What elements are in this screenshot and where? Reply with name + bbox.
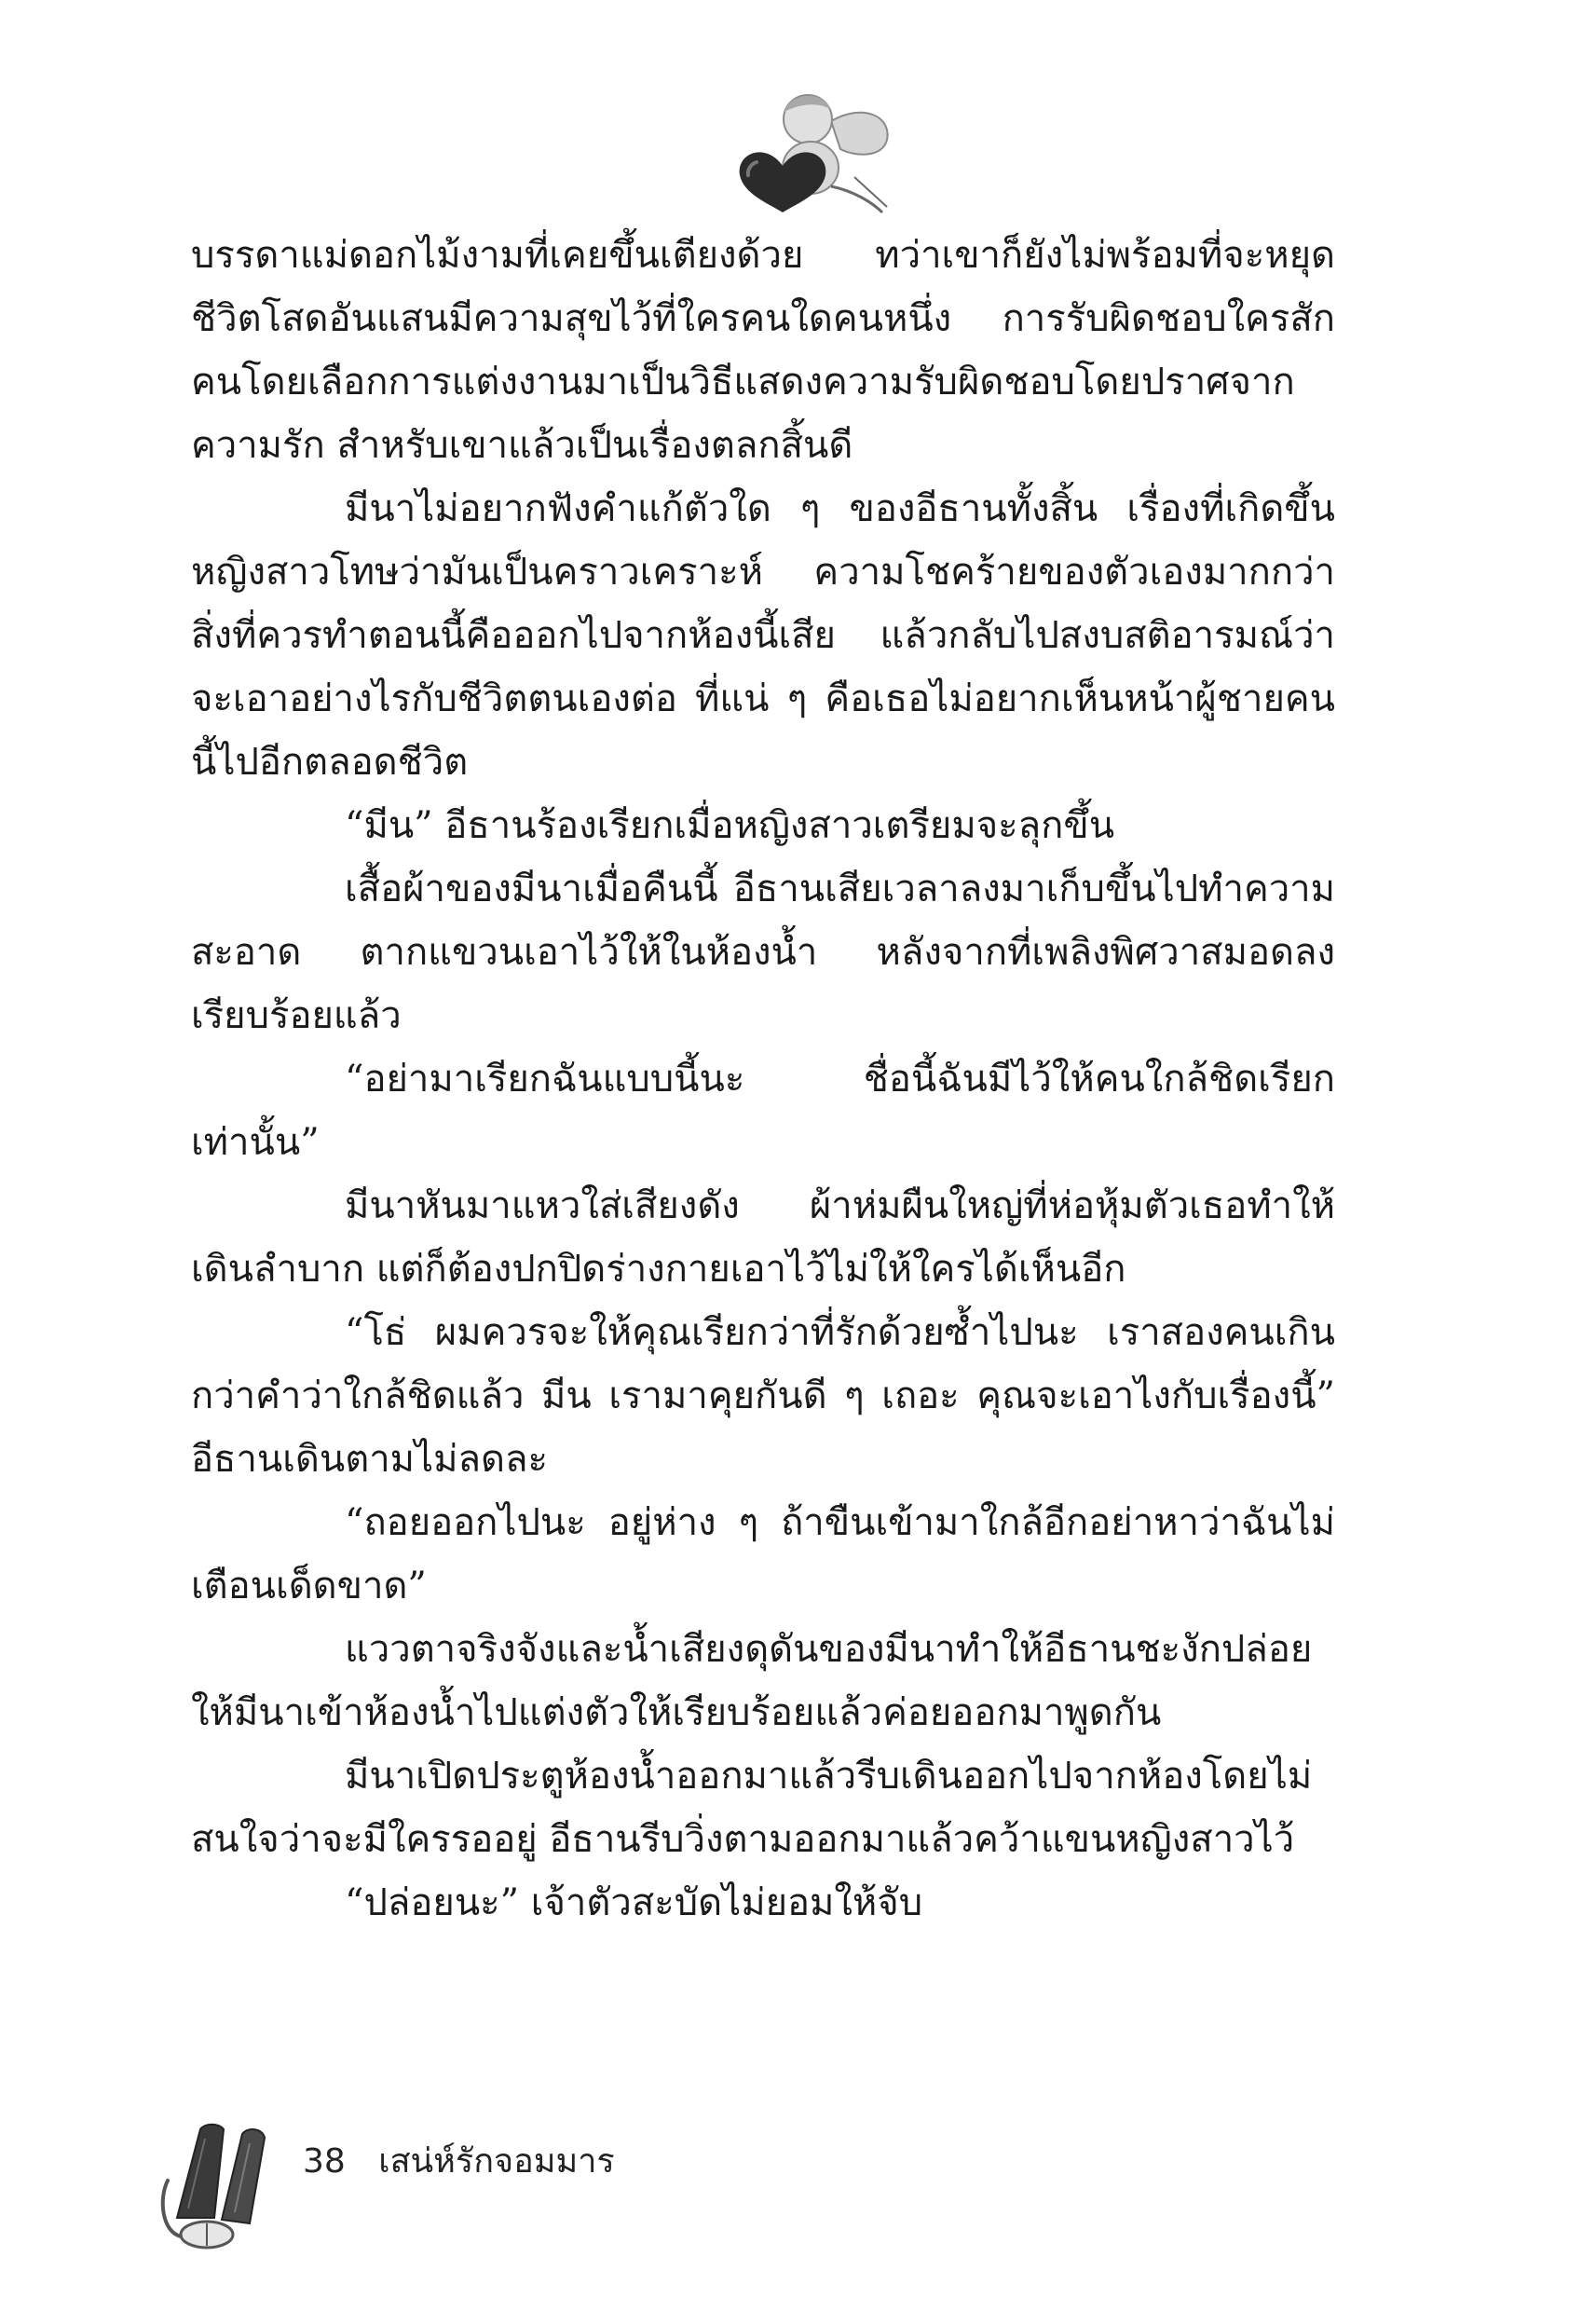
page-footer	[149, 2115, 894, 2255]
page-number: 38	[303, 2142, 346, 2181]
paragraph: เสื้อผ้าของมีนาเมื่อคืนนี้ อีธานเสียเวลาลงมาเก็บขึ้นไปทำความสะอาด ตากแขวนเอาไว้ให้ในห้องน้ำ หลังจากที่เพลิงพิศวาสมอดลงเรียบร้อยแล้ว	[191, 868, 1335, 1037]
paragraph: “อย่ามาเรียกฉันแบบนี้นะ ชื่อนี้ฉันมีไว้ให้คนใกล้ชิดเรียกเท่านั้น”	[191, 1058, 1335, 1164]
paragraph: มีนาหันมาแหวใส่เสียงดัง ผ้าห่มผืนใหญ่ที่ห่อหุ้มตัวเธอทำให้เดินลำบาก แต่ก็ต้องปกปิดร่างกายเอาไว้ไม่ให้ใครได้เห็นอีก	[191, 1184, 1335, 1291]
paragraph: มีนาเปิดประตูห้องน้ำออกมาแล้วรีบเดินออกไปจากห้องโดยไม่สนใจว่าจะมีใครรออยู่ อีธานรีบวิ่งตามออกมาแล้วคว้าแขนหญิงสาวไว้	[191, 1755, 1313, 1861]
paragraph: มีนาไม่อยากฟังคำแก้ตัวใด ๆ ของอีธานทั้งสิ้น เรื่องที่เกิดขึ้นหญิงสาวโทษว่ามันเป็นคราวเคราะห์ ความโชคร้ายของตัวเองมากกว่าสิ่งที่ควรทำตอนนี้คือออกไปจากห้องนี้เสีย แล้วกลับไปสงบสติอารมณ์ว่าจะเอาอย่างไรกับชีวิตตนเองต่อ ที่แน่ ๆ คือเธอไม่อยากเห็นหน้าผู้ชายคนนี้ไปอีกตลอดชีวิต	[191, 487, 1335, 784]
paragraph: แววตาจริงจังและน้ำเสียงดุดันของมีนาทำให้อีธานชะงักปล่อยให้มีนาเข้าห้องน้ำไปแต่งตัวให้เรียบร้อยแล้วค่อยออกมาพูดกัน	[191, 1628, 1313, 1734]
paragraph: “โธ่ ผมควรจะให้คุณเรียกว่าที่รักด้วยซ้ำไปนะ เราสองคนเกินกว่าคำว่าใกล้ชิดแล้ว มีน เรามาคุยกันดี ๆ เถอะ คุณจะเอาไงกับเรื่องนี้” อีธานเดินตามไม่ลดละ	[191, 1311, 1335, 1481]
diving-fins-mask-icon	[149, 2115, 289, 2255]
cupid-heart-icon	[691, 84, 906, 214]
footer-text	[303, 2134, 615, 2187]
paragraph: “ถอยออกไปนะ อยู่ห่าง ๆ ถ้าขืนเข้ามาใกล้อีกอย่าหาว่าฉันไม่เตือนเด็ดขาด”	[191, 1501, 1335, 1607]
paragraph: “ปล่อยนะ” เจ้าตัวสะบัดไม่ยอมให้จับ	[345, 1881, 923, 1924]
body-text	[191, 224, 1335, 1935]
paragraph: “มีน” อีธานร้องเรียกเมื่อหญิงสาวเตรียมจะลุกขึ้น	[345, 804, 1115, 847]
paragraph: บรรดาแม่ดอกไม้งามที่เคยขึ้นเตียงด้วย ทว่าเขาก็ยังไม่พร้อมที่จะหยุดชีวิตโสดอันแสนมีความสุขไว้ที่ใครคนใดคนหนึ่ง การรับผิดชอบใครสักคนโดยเลือกการแต่งงานมาเป็นวิธีแสดงความรับผิดชอบโดยปราศจากความรัก สำหรับเขาแล้วเป็นเรื่องตลกสิ้นดี	[191, 234, 1335, 467]
book-title: เสน่ห์รักจอมมาร	[378, 2142, 615, 2181]
